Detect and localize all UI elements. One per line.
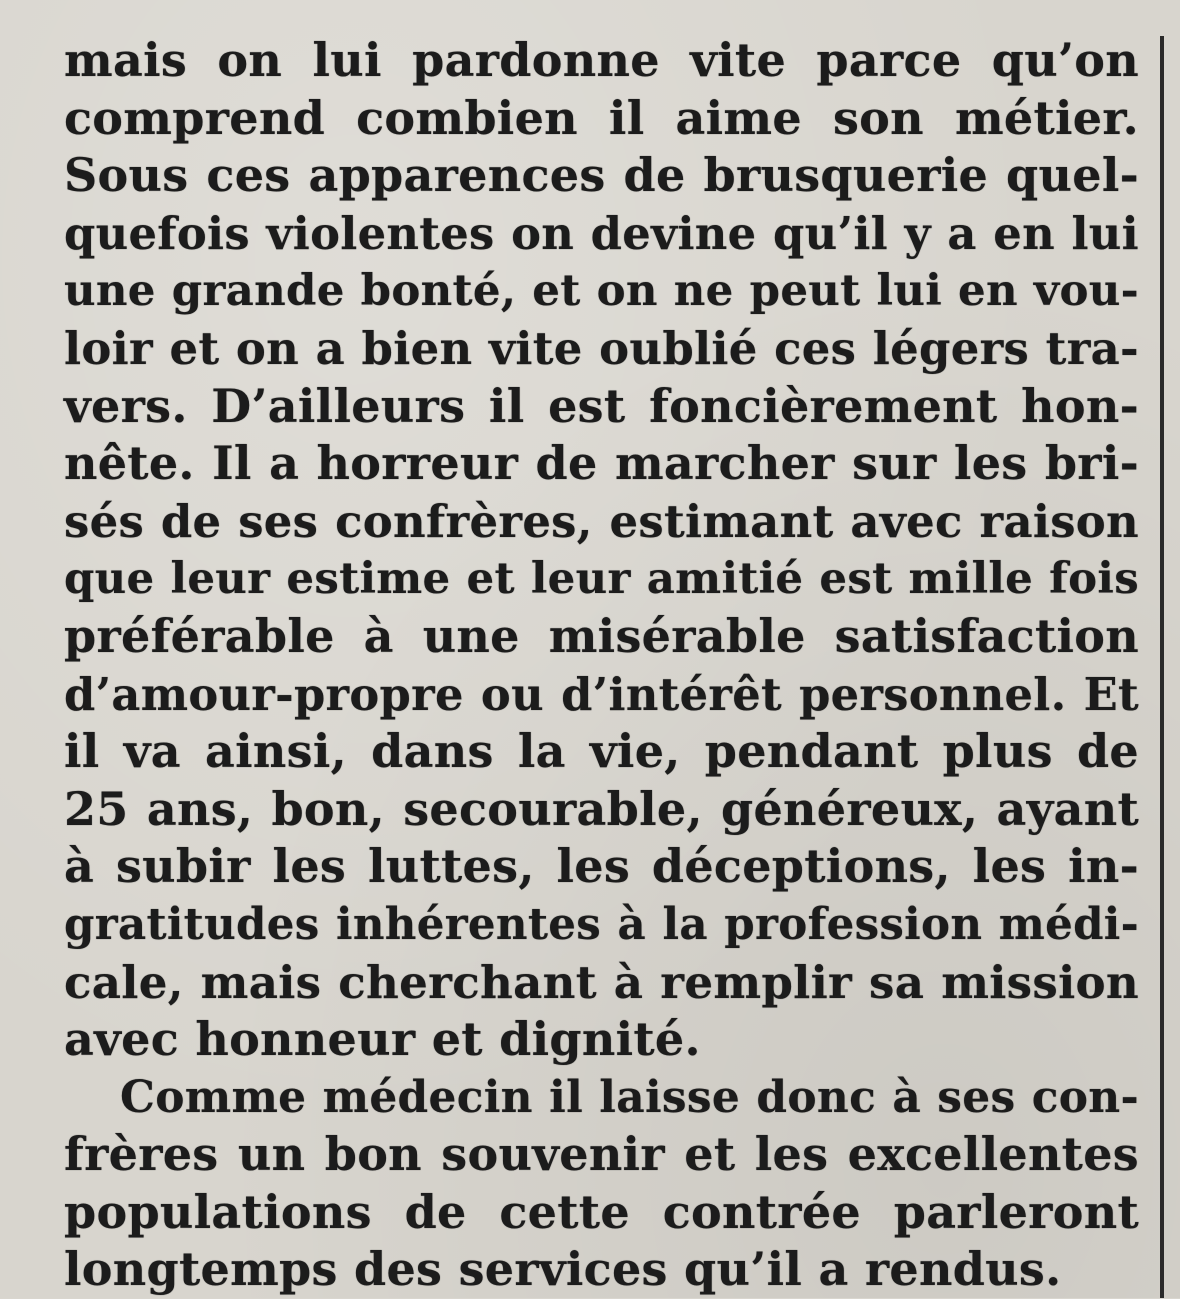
paragraph-1 <box>64 32 1139 1069</box>
text-line: 25 ans, bon, secourable, généreux, ayant <box>64 781 1139 836</box>
text-line: comprend combien il aime son métier. <box>64 90 1139 145</box>
text-line: que leur estime et leur amitié est mille fois <box>64 553 1139 605</box>
text-line: Sous ces apparences de brusquerie quel- <box>64 148 1139 203</box>
paragraph-2 <box>64 1069 1139 1299</box>
text-line: gratitudes inhérentes à la profession médi- <box>64 898 1139 950</box>
text-line-last: avec honneur et dignité. <box>64 1012 701 1067</box>
text-line: préférable à une misérable satisfaction <box>64 608 1139 663</box>
text-line: loir et on a bien vite oublié ces légers tra- <box>64 321 1139 375</box>
text-line: quefois violentes on devine qu’il y a en lui <box>64 206 1139 260</box>
text-line: vers. D’ailleurs il est foncièrement hon- <box>64 378 1139 433</box>
text-line: nête. Il a horreur de marcher sur les bri- <box>64 436 1139 491</box>
text-line: sés de ses confrères, estimant avec raison <box>64 494 1139 548</box>
text-line-indented: Comme médecin il laisse donc à ses con- <box>120 1071 1139 1123</box>
text-line: d’amour-propre ou d’intérêt personnel. Et <box>64 667 1139 721</box>
text-line: populations de cette contrée parleront <box>64 1184 1139 1239</box>
text-line: frères un bon souvenir et les excellentes <box>64 1127 1139 1182</box>
text-line: mais on lui pardonne vite parce qu’on <box>64 33 1139 87</box>
text-line: il va ainsi, dans la vie, pendant plus de <box>64 724 1139 779</box>
text-line-last: longtemps des services qu’il a rendus. <box>64 1242 1062 1297</box>
article-column <box>64 32 1139 1299</box>
text-line: une grande bonté, et on ne peut lui en vou- <box>64 265 1139 317</box>
column-divider <box>1160 36 1164 1298</box>
text-line: cale, mais cherchant à remplir sa mission <box>64 955 1139 1009</box>
text-line: à subir les luttes, les déceptions, les in- <box>64 839 1139 894</box>
